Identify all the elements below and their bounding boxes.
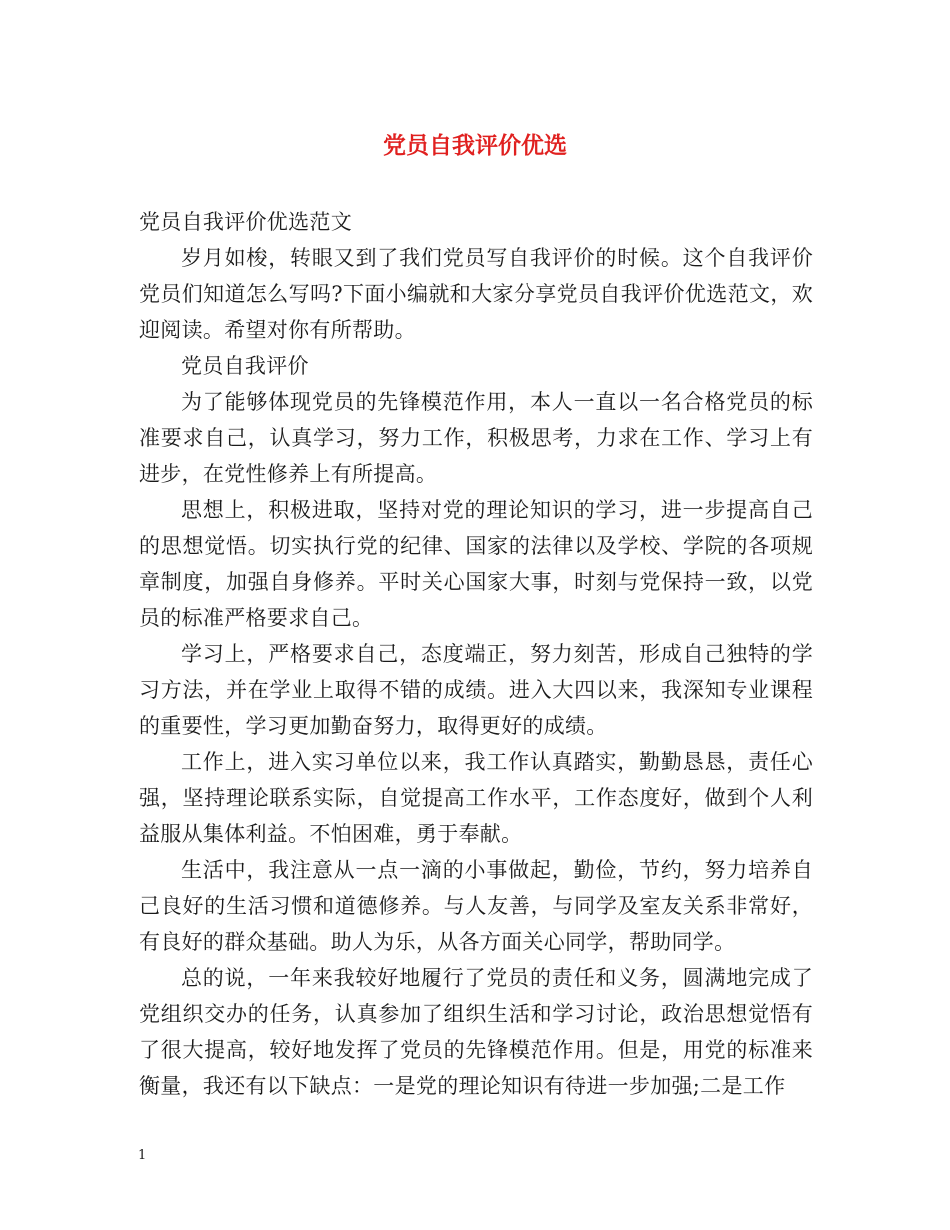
document-body [139, 204, 813, 1104]
page-number: 1 [138, 1148, 147, 1163]
paragraph-intro: 岁月如梭，转眼又到了我们党员写自我评价的时候。这个自我评价党员们知道怎么写吗?下面小编就和大家分享党员自我评价优选范文，欢迎阅读。希望对你有所帮助。 [139, 246, 813, 342]
document-title: 党员自我评价优选 [383, 132, 567, 159]
paragraph-study: 学习上，严格要求自己，态度端正，努力刻苦，形成自己独特的学习方法，并在学业上取得不错的成绩。进入大四以来，我深知专业课程的重要性，学习更加勤奋努力，取得更好的成绩。 [139, 642, 813, 738]
paragraph-life: 生活中，我注意从一点一滴的小事做起，勤俭，节约，努力培养自己良好的生活习惯和道德修养。与人友善，与同学及室友关系非常好，有良好的群众基础。助人为乐，从各方面关心同学，帮助同学。 [139, 858, 813, 954]
paragraph-summary: 为了能够体现党员的先锋模范作用，本人一直以一名合格党员的标准要求自己，认真学习，努力工作，积极思考，力求在工作、学习上有进步，在党性修养上有所提高。 [139, 390, 813, 486]
paragraph-work: 工作上，进入实习单位以来，我工作认真踏实，勤勤恳恳，责任心强，坚持理论联系实际，自觉提高工作水平，工作态度好，做到个人利益服从集体利益。不怕困难，勇于奉献。 [139, 750, 813, 846]
paragraph-thought: 思想上，积极进取，坚持对党的理论知识的学习，进一步提高自己的思想觉悟。切实执行党的纪律、国家的法律以及学校、学院的各项规章制度，加强自身修养。平时关心国家大事，时刻与党保持一致，以党员的标准严格要求自己。 [139, 498, 813, 630]
paragraph-conclusion: 总的说，一年来我较好地履行了党员的责任和义务，圆满地完成了党组织交办的任务，认真参加了组织生活和学习讨论，政治思想觉悟有了很大提高，较好地发挥了党员的先锋模范作用。但是，用党的标准来衡量，我还有以下缺点：一是党的理论知识有待进一步加强;二是工作 [139, 966, 813, 1098]
section-heading: 党员自我评价 [181, 354, 309, 378]
document-subtitle: 党员自我评价优选范文 [139, 210, 352, 234]
